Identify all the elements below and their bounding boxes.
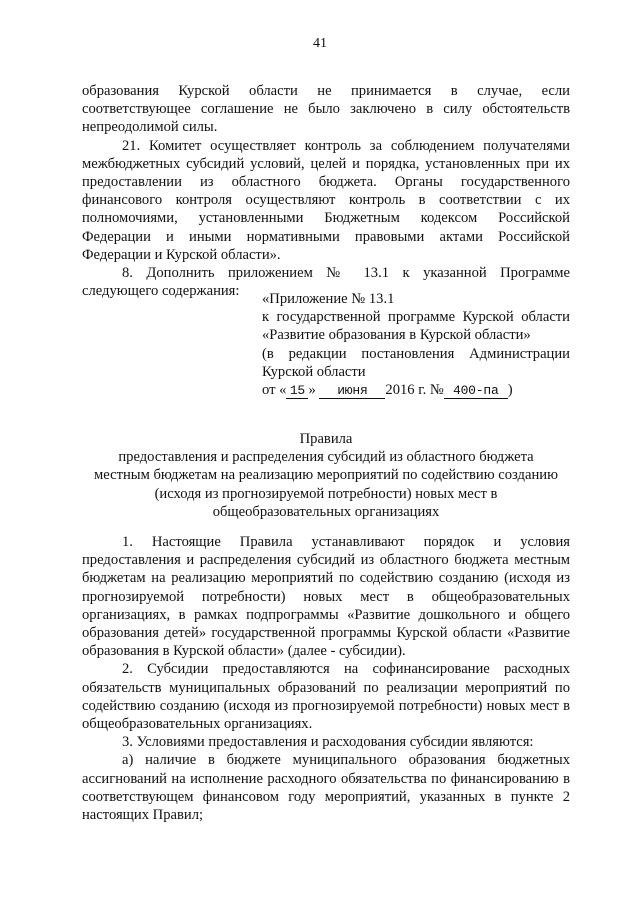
order-day: 15: [286, 384, 308, 399]
paragraph-21: 21. Комитет осуществляет контроль за соблюдением получателями межбюджетных субсидий условий, целей и порядка, установленных при их предоставлении из областного бюджета. Органы государственного финансового контроля осуществляют контроль в соответствии с их полномочиями, установленными Бюджетным кодексом Российской Федерации и иными нормативными правовыми актами Российской Федерации и Курской области».: [82, 137, 570, 263]
rules-title-line-3: (исходя из прогнозируемой потребности) новых мест в: [154, 485, 498, 502]
appendix-line-3: (в редакции постановления Администрации Курской области: [262, 345, 570, 380]
paragraph-continuation: образования Курской области не принимается в случае, если соответствующее соглашение не было заключено в силу обстоятельств непреодолимой силы.: [82, 83, 570, 136]
appendix-line-1: «Приложение № 13.1: [262, 291, 395, 307]
order-mid: »: [308, 382, 316, 399]
rule-1: 1. Настоящие Правила устанавливают порядок и условия предоставления и распределения субсидий из областного бюджета местным бюджетам на реализацию мероприятий по содействию созданию (исходя из прогнозируемой потребности) новых мест в общеобразовательных организациях, в рамках подпрограммы «Развитие дошкольного и общего образования детей» государственной программы Курской области «Развитие образования в Курской области» (далее - субсидии).: [82, 534, 570, 660]
rule-3a: а) наличие в бюджете муниципального образования бюджетных ассигнований на исполнение расходного обязательства по финансированию в соответствующем финансовом году мероприятий, указанных в пункте 2 настоящих Правил;: [82, 752, 570, 824]
page-number: 41: [313, 36, 327, 51]
order-prefix: от «: [262, 382, 287, 399]
order-month: июня: [319, 384, 385, 399]
body-text-top: [82, 82, 570, 300]
appendix-header: [262, 290, 570, 399]
paragraph-8: 8. Дополнить приложением № 13.1 к указанной Программе следующего содержания:: [82, 265, 570, 300]
rule-2: 2. Субсидии предоставляются на софинансирование расходных обязательств муниципальных образований по реализации мероприятий по содействию созданию (исходя из прогнозируемой потребности) новых мест в общеобразовательных организациях.: [82, 661, 570, 733]
order-reference: [262, 381, 570, 399]
rules-title-line-2: местным бюджетам на реализацию мероприятий по содействию созданию: [94, 467, 558, 484]
appendix-line-2: к государственной программе Курской области «Развитие образования в Курской области»: [262, 309, 570, 344]
order-number: 400-па: [444, 384, 508, 399]
rule-3: 3. Условиями предоставления и расходования субсидии являются:: [122, 734, 534, 751]
rules-title-line-1: предоставления и распределения субсидий из областного бюджета: [118, 449, 534, 466]
rules-title-line-4: общеобразовательных организациях: [212, 503, 440, 520]
body-text-bottom: [82, 533, 570, 824]
rules-title: [82, 430, 570, 521]
rules-heading: Правила: [299, 431, 353, 447]
order-suffix: ): [507, 382, 513, 399]
order-year: 2016 г. №: [385, 382, 444, 399]
